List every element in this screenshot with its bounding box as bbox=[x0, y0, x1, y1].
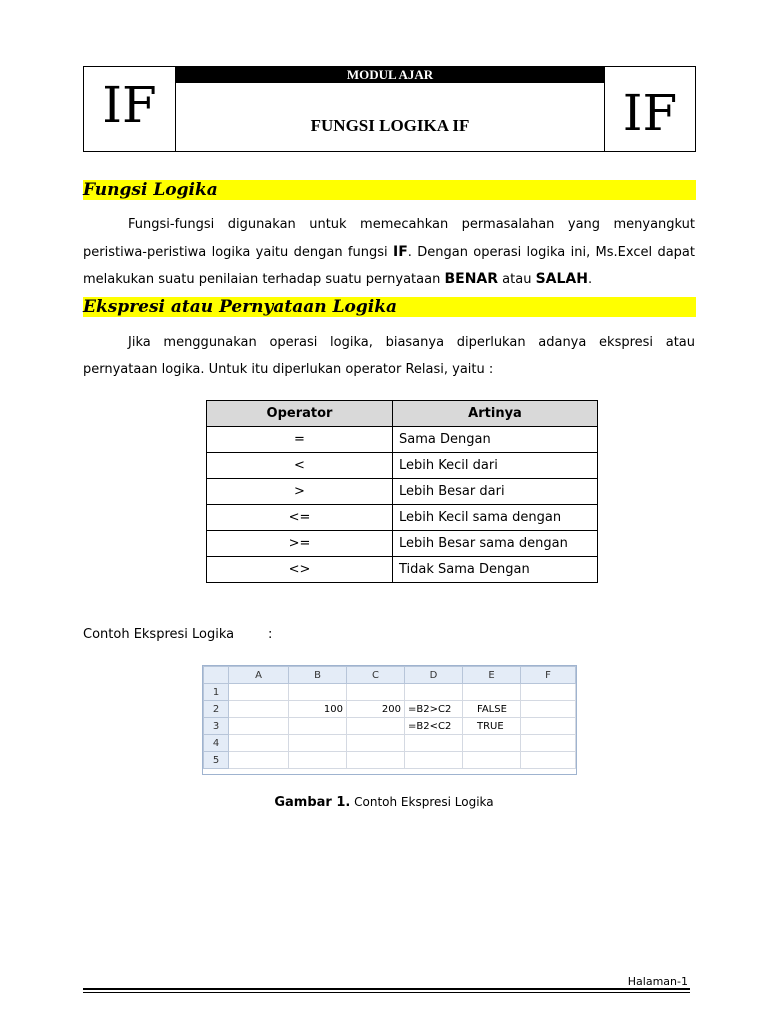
cell bbox=[463, 735, 521, 752]
meaning-cell: Sama Dengan bbox=[393, 427, 598, 453]
paragraph-fungsi-logika bbox=[83, 212, 695, 294]
cell bbox=[463, 752, 521, 769]
spreadsheet-figure bbox=[202, 665, 577, 775]
column-header-artinya: Artinya bbox=[393, 401, 598, 427]
benar-keyword: BENAR bbox=[444, 271, 499, 287]
column-header: F bbox=[521, 667, 576, 684]
table-row bbox=[207, 531, 598, 557]
cell bbox=[289, 752, 347, 769]
cell bbox=[521, 718, 576, 735]
para2-text: Jika menggunakan operasi logika, biasanya diperlukan adanya ekspresi atau pernyataan logika. Untuk itu diperlukan operator Relasi, yaitu : bbox=[83, 335, 695, 377]
spreadsheet-row bbox=[204, 735, 576, 752]
cell bbox=[229, 701, 289, 718]
cell bbox=[229, 752, 289, 769]
table-row bbox=[207, 453, 598, 479]
column-header: C bbox=[347, 667, 405, 684]
operator-cell: >= bbox=[207, 531, 393, 557]
table-row bbox=[207, 479, 598, 505]
table-row bbox=[207, 427, 598, 453]
cell bbox=[405, 752, 463, 769]
spreadsheet-row bbox=[204, 718, 576, 735]
cell bbox=[405, 735, 463, 752]
meaning-cell: Lebih Kecil dari bbox=[393, 453, 598, 479]
contoh-label bbox=[83, 627, 273, 642]
row-header: 4 bbox=[204, 735, 229, 752]
operator-cell: = bbox=[207, 427, 393, 453]
column-header-operator: Operator bbox=[207, 401, 393, 427]
cell bbox=[289, 735, 347, 752]
para1-text: Fungsi-fungsi digunakan untuk memecahkan permasalahan yang menyangkut peristiwa-peristiwa logika yaitu dengan fungsi bbox=[83, 217, 695, 260]
select-all-corner bbox=[204, 667, 229, 684]
row-header: 1 bbox=[204, 684, 229, 701]
row-header: 5 bbox=[204, 752, 229, 769]
cell-e2: FALSE bbox=[463, 701, 521, 718]
footer-rule-thin bbox=[83, 992, 690, 993]
spreadsheet-row bbox=[204, 684, 576, 701]
cell-b2: 100 bbox=[289, 701, 347, 718]
module-title: FUNGSI LOGIKA IF bbox=[310, 116, 470, 135]
cell bbox=[289, 718, 347, 735]
paragraph-ekspresi bbox=[83, 330, 695, 383]
meaning-cell: Lebih Besar sama dengan bbox=[393, 531, 598, 557]
cell bbox=[405, 684, 463, 701]
section-heading-fungsi-logika: Fungsi Logika bbox=[83, 180, 696, 200]
cell-c2: 200 bbox=[347, 701, 405, 718]
cell-d2: =B2>C2 bbox=[405, 701, 463, 718]
page-number: Halaman-1 bbox=[627, 975, 688, 988]
header-right-label: IF bbox=[604, 67, 695, 151]
operator-cell: > bbox=[207, 479, 393, 505]
contoh-colon: : bbox=[268, 627, 273, 642]
operator-cell: <> bbox=[207, 557, 393, 583]
cell-e3: TRUE bbox=[463, 718, 521, 735]
spreadsheet-row bbox=[204, 752, 576, 769]
cell bbox=[229, 718, 289, 735]
header-left-label: IF bbox=[84, 67, 176, 151]
figure-caption bbox=[0, 795, 768, 810]
cell bbox=[463, 684, 521, 701]
spreadsheet-column-header-row bbox=[204, 667, 576, 684]
cell bbox=[347, 718, 405, 735]
operator-cell: < bbox=[207, 453, 393, 479]
atau-text: atau bbox=[498, 272, 536, 287]
operators-table bbox=[206, 400, 598, 583]
header-center bbox=[176, 67, 604, 151]
cell-d3: =B2<C2 bbox=[405, 718, 463, 735]
cell bbox=[521, 701, 576, 718]
row-header: 3 bbox=[204, 718, 229, 735]
column-header: E bbox=[463, 667, 521, 684]
meaning-cell: Lebih Kecil sama dengan bbox=[393, 505, 598, 531]
cell bbox=[521, 735, 576, 752]
cell bbox=[347, 684, 405, 701]
cell bbox=[521, 684, 576, 701]
spreadsheet-row bbox=[204, 701, 576, 718]
cell bbox=[521, 752, 576, 769]
operator-cell: <= bbox=[207, 505, 393, 531]
column-header: D bbox=[405, 667, 463, 684]
meaning-cell: Lebih Besar dari bbox=[393, 479, 598, 505]
column-header: A bbox=[229, 667, 289, 684]
para1-text-2: . Dengan operasi logika ini, Ms.Excel dapat melakukan suatu penilaian terhadap suatu pernyataan bbox=[83, 244, 695, 287]
table-row bbox=[207, 505, 598, 531]
footer-rule-thick bbox=[83, 988, 690, 990]
contoh-text: Contoh Ekspresi Logika bbox=[83, 627, 235, 642]
cell bbox=[229, 735, 289, 752]
row-header: 2 bbox=[204, 701, 229, 718]
column-header: B bbox=[289, 667, 347, 684]
module-header bbox=[83, 66, 696, 152]
caption-text: Contoh Ekspresi Logika bbox=[350, 795, 494, 809]
cell bbox=[289, 684, 347, 701]
cell bbox=[347, 735, 405, 752]
para1-end: . bbox=[587, 272, 593, 287]
section-heading-ekspresi: Ekspresi atau Pernyataan Logika bbox=[83, 297, 696, 317]
module-band: MODUL AJAR bbox=[176, 67, 604, 83]
table-row bbox=[207, 557, 598, 583]
meaning-cell: Tidak Sama Dengan bbox=[393, 557, 598, 583]
salah-keyword: SALAH bbox=[535, 271, 588, 287]
cell bbox=[229, 684, 289, 701]
table-header-row bbox=[207, 401, 598, 427]
if-keyword: IF bbox=[392, 243, 408, 260]
cell bbox=[347, 752, 405, 769]
caption-label: Gambar 1. bbox=[274, 795, 351, 810]
